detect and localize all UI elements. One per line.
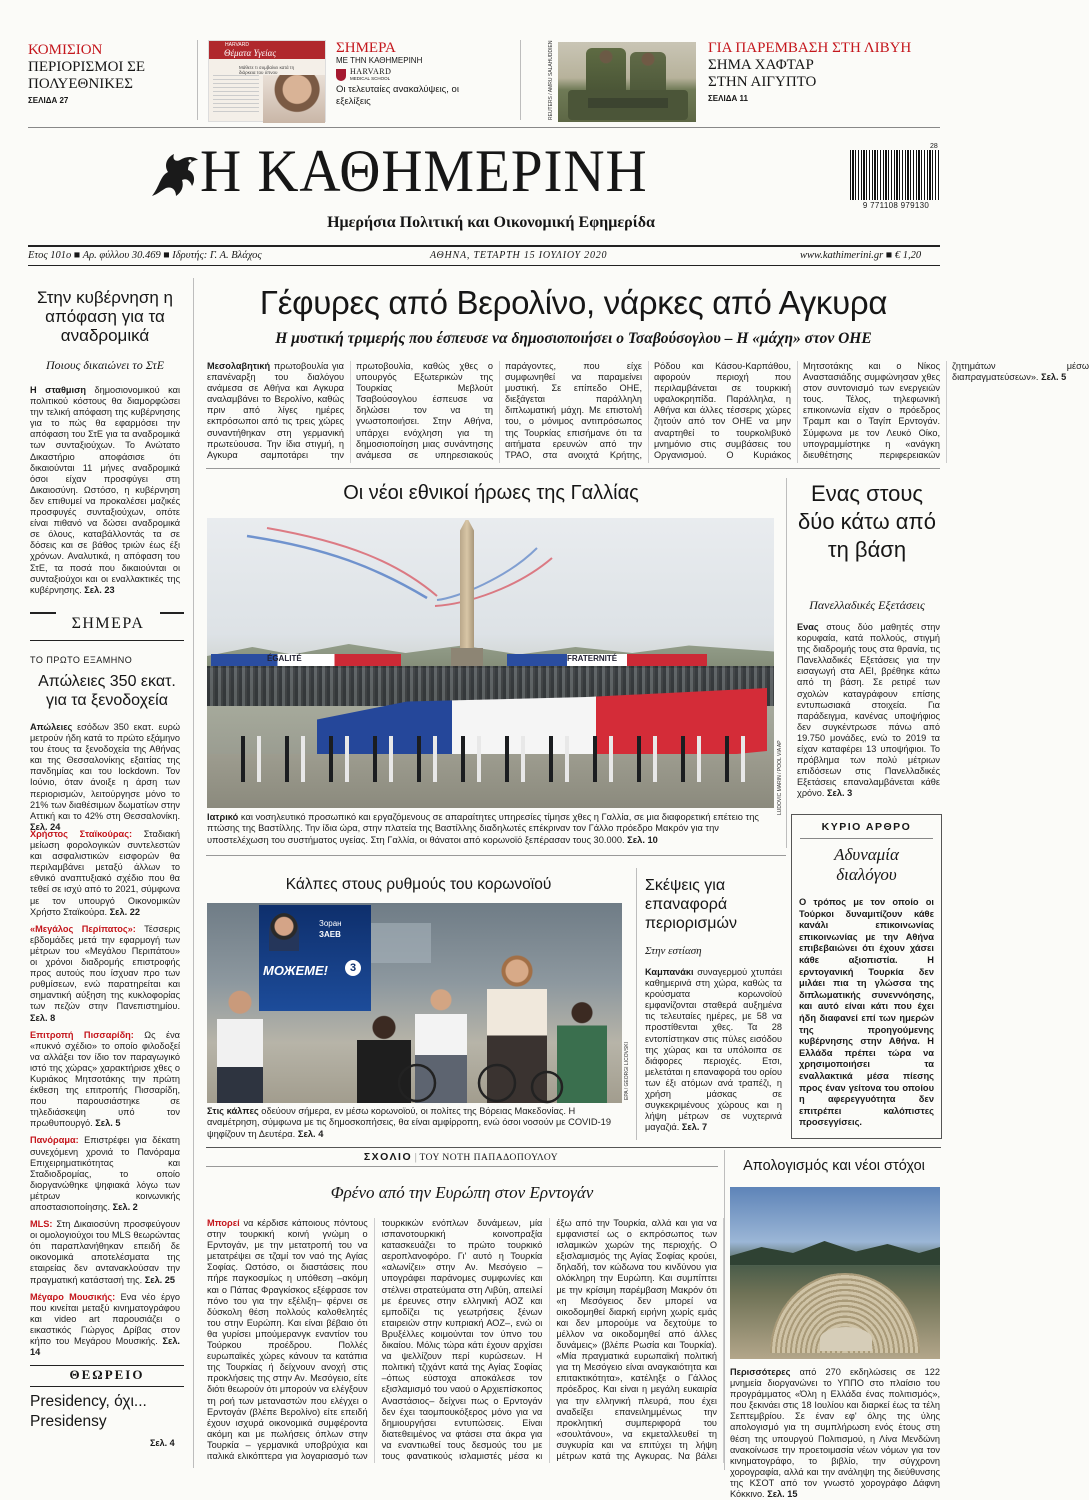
infobar-date: ΑΘΗΝΑ, ΤΕΤΑΡΤΗ 15 ΙΟΥΛΙΟΥ 2020	[430, 250, 608, 261]
brief-text: Στη Δικαιοσύνη προσφεύγουν οι ομολογιούχοι του MLS θεωρώντας ότι παραπλανήθηκαν επειδή δε οικονομικά αποτελέσματα της εταιρείας δεν αντανακλούσαν την πραγματική κατάστασή της.	[30, 1219, 180, 1285]
teaser-right-title: ΣΗΜΑ ΧΑΦΤΑΡ ΣΤΗΝ ΑΙΓΥΠΤΟ	[708, 57, 817, 90]
obelisk	[460, 520, 474, 652]
teaser-middle-text: Οι τελευταίες ανακαλύψεις, οι εξελίξεις	[336, 84, 459, 107]
left-lead-title[interactable]: Στην κυβέρνηση η απόφαση για τα αναδρομικά	[37, 288, 173, 345]
france-caption-lead: Ιατρικό	[207, 812, 239, 822]
barcode	[850, 150, 940, 200]
infobar-left: Ετος 101ο ■ Αρ. φύλλου 30.469 ■ Ιδρυτής: Γ. Α. Βλάχος	[28, 250, 262, 261]
france-caption	[207, 812, 774, 848]
poster-surname: ЗАЕВ	[319, 930, 341, 939]
restrictions-title[interactable]: Σκέψεις για επαναφορά περιορισμών	[645, 877, 737, 932]
brief-ref: Σελ. 8	[30, 1012, 56, 1023]
covid-caption	[207, 1106, 627, 1142]
brief-item[interactable]	[30, 1135, 180, 1213]
teaser-left-title: ΠΕΡΙΟΡΙΣΜΟΙ ΣΕ ΠΟΛΥΕΘΝΙΚΕΣ	[28, 59, 146, 92]
left-lead-text: δημοσιονομικού και πολιτικού κόστους θα διαμορφώσει την τελική απόφαση της κυβέρνησης για το πώς θα εφαρμόσει την απόφαση του ΣτΕ για τα αναδρομικά των συνταξιούχων. Το Ανώτατο Δικαστήριο αποφάσισε ότι δικαιούνται 11 μήνες αναδρομικά όσοι είχαν προσφύγει στη Δικαιοσύνη. Ωστόσο, η κυβέρνηση δεν επιθυμεί να προκαλέσει μαζικές προσφυγές συνταξιούχων, οπότε είναι πιθανό να δώσει αναδρομικά σε όλους, καταβάλλοντάς τα σε δόσεις και σε βάθος τριών έως έξι χρόνων. Αναλυτικά, η απόφαση του ΣτΕ, τα ποσά που δικαιούνται οι συνταξιούχοι και οι εναλλακτικές της κυβέρνησης.	[30, 385, 180, 595]
banner-left	[211, 654, 401, 666]
covid-caption-text: οδεύουν σήμερα, εν μέσω κορωνοϊού, οι πολίτες της Βόρειας Μακεδονίας. Η αναμέτρηση, σύμφωνα με τις δημοσκοπήσεις, θα είναι αμφίρροπη, ενώ όσοι νοσούν με COVID-19 ψηφίζουν τη Δευτέρα.	[207, 1106, 611, 1139]
teaser-left-page: ΣΕΛΙΔΑ 27	[28, 96, 69, 105]
brief-ref: Σελ. 14	[30, 1336, 180, 1358]
covid-caption-lead: Στις κάλπες	[207, 1106, 259, 1116]
brief-text: Επιστρέφει για δέκατη συνεχόμενη χρονιά το Πανόραμα Επιχειρηματικότητας και Σταδιοδρομίας, το οποίο διοργανώθηκε ψηφιακά λόγω των μέτρων κοινωνικής αποστασιοποίησης.	[30, 1135, 180, 1212]
main-body	[207, 361, 1089, 463]
main-lead-word: Μεσολαβητική	[207, 361, 271, 371]
comment-header: ΣΧΟΛΙΟ | ΤΟΥ ΝΟΤΗ ΠΑΠΑΔΟΠΟΥΛΟΥ	[363, 1151, 559, 1163]
brief-item[interactable]	[30, 1292, 180, 1359]
briefs-list	[30, 829, 180, 1357]
exams-subtitle: Πανελλαδικές Εξετάσεις	[809, 598, 925, 612]
libya-photo-credit: REUTERS / AMRU SALAHUDDIEN	[548, 40, 554, 120]
harvard-brand: HARVARD	[350, 67, 392, 76]
hotel-kicker: ΤΟ ΠΡΩΤΟ ΕΞΑΜΗΝΟ	[30, 655, 133, 665]
banner-left-text: ÉGALITÉ	[267, 654, 302, 663]
comment-title[interactable]: Φρένο από την Ευρώπη στον Ερντογάν	[330, 1183, 594, 1202]
teaser-middle-sub: ΜΕ ΤΗΝ ΚΑΘΗΜΕΡΙΝΗ	[336, 56, 423, 65]
teaser-left[interactable]	[28, 42, 193, 122]
restrictions-lead-word: Καμπανάκι	[645, 967, 694, 977]
brief-text: Σταδιακή μείωση φορολογικών συντελεστών και ασφαλιστικών εισφορών θα περιλαμβάνει μεταξύ άλλων το εθνικό αναπτυξιακό σχέδιο που θα τεθεί σε ισχύ από το 2021, σύμφωνα με τον υπουργό Οικονομικών Χρήστο Σταϊκούρα.	[30, 829, 180, 917]
culture-ref: Σελ. 15	[767, 1489, 798, 1500]
brief-text: Τέσσερις εβδομάδες μετά την εφαρμογή των μέτρων του «Μεγάλου Περιπάτου» οι χρόνοι διαδρομής επιστροφής προς αυτούς που ίσχυαν προ των ρυθμίσεων, ενώ παρατηρείται και σημαντική αύξηση της κυκλοφορίας των πεζών στην Πανεπιστημίου.	[30, 923, 180, 1012]
left-lead-subtitle: Ποιους δικαιώνει το ΣτΕ	[45, 358, 165, 372]
magazine-brand: HARVARD	[225, 42, 249, 48]
culture-text: από 270 εκδηλώσεις σε 122 μνημεία διοργανώνει το ΥΠΠΟ στο πλαίσιο του προγράμματος «Όλη η Ελλάδα ένας πολιτισμός», που ξεκινάει στις 18 Ιουλίου και διαρκεί έως τα τέλη Σεπτεμβρίου. Σε έναν εφ' όλης της ύλης απολογισμό για τη συμπλήρωση ενός έτους στη θέση της υπουργού Πολιτισμού, η Λίνα Μενδώνη ανακοίνωσε την προετοιμασία νέων νόμων για τον κινηματογράφο, το βιβλίο, την σύγχρονη χορογραφία, αλλά και την ανάληψη της διεύθυνσης της ΚΣΟΤ από τον γνωστό χορογράφο Δάφνη Κόκκινο.	[730, 1367, 940, 1500]
poster-name: Зоран	[319, 919, 342, 928]
hotel-body	[30, 722, 180, 832]
harvard-shield-icon	[336, 69, 346, 81]
exams-ref: Σελ. 3	[826, 788, 853, 799]
brief-ref: Σελ. 25	[144, 1274, 176, 1285]
restrictions-body	[645, 967, 782, 1131]
barcode-issue: 28	[930, 143, 938, 150]
brief-ref: Σελ. 2	[112, 1202, 138, 1212]
comment-lead-word: Μπορεί	[207, 1218, 240, 1228]
brief-item[interactable]	[30, 1219, 180, 1286]
comment-text: να κέρδισε κάποιους πόντους στην τουρκική κοινή γνώμη ο Ερντογάν, με την μετατροπή του να μετατρέψει σε τζαμί τον ναό της Αγίας Σοφίας. Ωστόσο, οι διαστάσεις που πήρε παγκοσμίως η υπόθεση –ακόμη και ο Πάπας Φραγκίσκος εξέφρασε τον πόνο του για την εξέλιξη– φέρνει σε δύσκολη θέση πολλούς καλοθελητές του στην Ευρώπη. Και είναι βέβαιο ότι θα γυρίσει μπούμερανγκ εναντίον του Τούρκου προέδρου. Πολλές ευρωπαϊκές χώρες κάνουν τα κατάπια της Τουρκίας ή δείχνουν ανοχή στις προκλήσεις της στην Αν. Μεσόγειο, είτε διότι θεωρούν ότι μπορούν να ελέγξουν τη ροή των μεταναστών που ελέγχει ο Ερντογάν (βλέπε Βερολίνο) είτε επειδή έχουν ισχυρά οικονομικά συμφέροντα ακόμη και με πωλήσεις όπλων στην Τουρκία – γερμανικά υποβρύχια και ιταλικά ελικόπτερα για λογαριασμό των τουρκικών ενόπλων δυνάμεων, μία ισπανοτουρκική κοινοπραξία κατασκευάζει το πρώτο τουρκικό αεροπλανοφόρο. Γι' αυτό η Τουρκία «αλωνίζει» στην Αν. Μεσόγειο –υπογράφει παράνομες συμφωνίες και στέλνει στρατεύματα στη Λιβύη, απειλεί με έρευνες στην ελληνική ΑΟΖ και εμποδίζει τις γεωτρήσεις ξένων εταιρειών στην κυπριακή ΑΟΖ–, ενώ οι Βρυξέλλες κοιμούνται τον ύπνο του δικαίου. Μόλις τώρα κάτι έχουν αρχίσει να ψελλίζουν περί κυρώσεων. Η πολιτική τζιχάντ κατά της Αγίας Σοφίας –όπως εύστοχα αποκάλεσε τον εξισλαμισμό του ναού ο Αρχιεπίσκοπος Αναστάσιος– δείχνει πως ο Ερντογάν δεν έχει ταομπουκόξερος μόνο για να δημιουργήσει εντυπώσεις. Είναι διατεθειμένος να φτάσει στα άκρα για να εναντιωθεί τους δεσμούς του με τους φανατικούς ισλαμιστές μέσα κι έξω από την Τουρκία, αλλά και για να εμφανιστεί ως ο εκπρόσωπος των ισλαμικών χωρών της περιοχής. Ο εξισλαμισμός της Αγίας Σοφίας κρούει, δηλαδή, τον κώδωνα του κινδύνου για ολόκληρη την Ευρώπη. Και συμπίπτει με την κρίσιμη παρέμβαση Μακρόν ότι «η Μεσόγειος δεν μπορεί να οικοδομηθεί διαρκή ειρήνη χωρίς εμάς και δεν μπορούμε να δεχτούμε το μέλλον να οικοδομηθεί από άλλες δυνάμεις» (βλέπε Ρωσία και Τουρκία). «Μία πραγματικά ευρωπαϊκή πολιτική για τη Μεσόγειο είναι αναγκαιότητα και επιτακτικότητα», κατέληξε ο Γάλλος πρόεδρος. Και είναι η μεγάλη ευκαιρία για την ελληνική πλευρά, που έχει αναδείξει επανειλημμένως την προκλητική συμπεριφορά του «σουλτάνου», να εκμεταλλευθεί τη συγκυρία και να επιτύχει τη λήψη μέτρων κατά της Αγκυρας. Να βάλει	[207, 1218, 717, 1461]
exams-title[interactable]: Ενας στους δύο κάτω από τη βάση	[798, 481, 936, 562]
restrictions-ref: Σελ. 7	[681, 1122, 708, 1133]
left-lead-body	[30, 385, 180, 599]
culture-photo[interactable]	[730, 1187, 940, 1359]
banner-right-text: FRATERNITÉ	[567, 654, 618, 663]
teaser-right-page: ΣΕΛΙΔΑ 11	[708, 94, 748, 103]
editorial-label: ΚΥΡΙΟ ΑΡΘΡΟ	[821, 821, 912, 833]
teaser-right[interactable]	[708, 40, 938, 122]
brief-lead: «Μεγάλος Περίπατος»:	[30, 923, 136, 934]
brief-lead: Πανόραμα:	[30, 1135, 79, 1146]
culture-lead-word: Περισσότερες	[730, 1367, 791, 1377]
editorial-box[interactable]	[791, 814, 942, 1139]
france-photo[interactable]	[207, 518, 774, 808]
editorial-title: Αδυναμία διαλόγου	[834, 845, 899, 884]
brief-ref: Σελ. 22	[109, 906, 140, 917]
covid-caption-ref: Σελ. 4	[297, 1128, 324, 1139]
teaser-middle-kicker: ΣΗΜΕΡΑ	[336, 40, 396, 56]
left-lead-ref: Σελ. 23	[84, 584, 115, 595]
libya-photo[interactable]	[558, 42, 696, 122]
brief-ref: Σελ. 5	[95, 1118, 121, 1129]
france-caption-text: και νοσηλευτικό προσωπικό και εργαζόμενους σε απαραίτητες υπηρεσίες τίμησε χθες η Γαλλία, σε μια διαφορετική επέτειο της πτώσης της Βαστίλλης. Την ίδια ώρα, στην πλατεία της Βαστίλλης διαδηλωτές επέκριναν τον Γάλλο πρόεδρο Μακρόν για την υποστελέχωση του συστήματος υγείας. Στη Γαλλία, οι θάνατοι από κορωνοϊό ξεπέρασαν τους 30.000.	[207, 812, 759, 845]
covid-photo-credit: EPA / GEORGI LICOVSKI	[624, 1042, 630, 1100]
masthead-title[interactable]: Η ΚΑΘΗΜΕΡΙΝΗ	[200, 138, 648, 204]
infobar-right[interactable]: www.kathimerini.gr ■ € 1,20	[800, 250, 922, 261]
brief-item[interactable]	[30, 829, 180, 918]
masthead-subtitle: Ημερήσια Πολιτική και Οικονομική Εφημερίδα	[327, 214, 655, 231]
restrictions-text: συναγερμού χτυπάει καθημερινά στη χώρα, καθώς τα κρούσματα κορωνοϊού εμφανίζονται σταθερά αυξημένα τις τελευταίες ημέρες, με 58 να προστίθενται χθες. Τα 28 εντοπίστηκαν στις πύλες εισόδου της χώρας και τα υπόλοιπα σε διάφορες περιοχές. Ετσι, μελετάται η επαναφορά του ορίου των έξι ατόμων ανά τραπέζι, η χρήση μάσκας σε συγκεκριμένους χώρους και η λήψη μέτρων σε νυχτερινά μαγαζιά.	[645, 967, 782, 1133]
teaser-middle[interactable]	[336, 40, 506, 122]
main-text: πρωτοβουλία για επανέναρξη του διαλόγου ανάμεσα σε Αθήνα και Αγκυρα αναλαμβάνει το Βερολίνο, καθώς πριν από λίγες ημέρες εκπρόσωποι από τις τρεις χώρες συναντήθηκαν στη γερμανική πρωτεύουσα. Την ίδια στιγμή, η Αγκυρα σαμποτάρει την πρωτοβουλία, καθώς χθες ο υπουργός Εξωτερικών της Τουρκίας Μεβλούτ Τσαβούσογλου έσπευσε να δηλώσει τον να τη γνωστοποιήσει. Στην Αθήνα, υπάρχει ενόχληση για τη δημοσιοποίηση μιας συνάντησης ανάμεσα σε υπηρεσιακούς παράγοντες, που είχε συμφωνηθεί να παραμείνει μυστική. Σε επίπεδο ΟΗΕ, διεξάγεται παράλληλη διπλωματική μάχη. Με επιστολή του, ο μόνιμος αντιπρόσωπος της Τουρκίας επισήμανε ότι τα αιτήματα ερευνών από την ΤΡΑΟ, στα ανοιχτά Κρήτης, Ρόδου και Κάσου-Καρπάθου, αφορούν περιοχή που περιλαμβάνεται σε τουρκική υφαλοκρηπίδα. Παράλληλα, η Αθήνα και άλλες τέσσερις χώρες ζητούν από τον ΟΗΕ να μην αναρτηθεί το τουρκολιβυκό μνημόνιο στις συμβάσεις του Οργανισμού. Ο Κυριάκος Μητσοτάκης και ο Νίκος Αναστασιάδης συμφώνησαν χθες στον συντονισμό των ενεργειών τους. Τέλος, τηλεφωνική επικοινωνία είχαν ο πρόεδρος Τραμπ και ο Ταγίπ Ερντογάν. Σύμφωνα με τον Λευκό Οίκο, υπογραμμίστηκε η «ανάγκη διευθέτησης περιφερειακών ζητημάτων μέσω διαπραγματεύσεων».	[207, 361, 1089, 460]
covid-photo[interactable]	[207, 903, 622, 1103]
france-photo-credit: LUDOVIC MARIN / POOL VIA AP	[777, 740, 783, 815]
france-caption-ref: Σελ. 10	[627, 834, 658, 845]
main-headline[interactable]: Γέφυρες από Βερολίνο, νάρκες από Αγκυρα	[259, 284, 888, 321]
brief-item[interactable]	[30, 1030, 180, 1130]
left-lead-word: Η σταθμιση	[30, 385, 86, 395]
brief-lead: Επιτροπή Πισσαρίδη:	[30, 1029, 134, 1040]
harvard-magazine-cover[interactable]	[208, 40, 326, 122]
magazine-title: Θέματα Υγείας	[224, 48, 277, 58]
exams-body	[797, 622, 940, 799]
comment-author: ΤΟΥ ΝΟΤΗ ΠΑΠΑΔΟΠΟΥΛΟΥ	[419, 1153, 559, 1163]
teaser-right-kicker: ΓΙΑ ΠΑΡΕΜΒΑΣΗ ΣΤΗ ΛΙΒΥΗ	[708, 40, 912, 56]
today-label: ΣΗΜΕΡΑ	[71, 615, 145, 632]
main-subhead: Η μυστική τριμερής που έσπευσε να δημοσιοποιήσει ο Τσαβούσογλου – Η «μάχη» στον ΟΗΕ	[275, 330, 872, 347]
culture-title[interactable]: Απολογισμός και νέοι στόχοι	[743, 1158, 925, 1174]
covid-title[interactable]: Κάλπες στους ρυθμούς του κορωνοϊού	[285, 876, 552, 893]
theory-ref: Σελ. 4	[150, 1438, 175, 1448]
teaser-left-kicker: ΚΟΜΙΣΙΟΝ	[28, 42, 103, 58]
magazine-coverline: Μάθετε τι συμβαίνει κατά τη διάρκεια του ύπνου	[239, 65, 295, 75]
comment-body	[207, 1218, 717, 1463]
brief-lead: MLS:	[30, 1219, 53, 1230]
brief-text: Ενα νέο έργο που κινείται μεταξύ κινηματογράφου και video art παρουσιάζει ο εικαστικός Γιώργος Δρίβας στον κήπο του Μεγάρου Μουσικής.	[30, 1291, 180, 1347]
election-poster	[259, 905, 371, 1011]
culture-body	[730, 1367, 940, 1500]
theory-label: ΘΕΩΡΕΙΟ	[69, 1367, 145, 1382]
brief-lead: Χρήστος Σταϊκούρας:	[30, 829, 133, 839]
harvard-brand-sub: MEDICAL SCHOOL	[350, 76, 391, 81]
hotel-text: εσόδων 350 εκατ. ευρώ μετρούν ήδη κατά το πρώτο εξάμηνο του έτους τα ξενοδοχεία της Αθήνας και της Θεσσαλονίκης εξαιτίας της πανδημίας και του lockdown. Τον Ιούνιο, όταν άνοιξε η άρση των περιορισμών, λειτούργησε μόνο το 21% των διαθέσιμων δωματίων στην Αττική και το 42% στη Θεσσαλονίκη.	[30, 722, 180, 821]
poster-number: 3	[345, 960, 361, 976]
poster-slogan: МОЖЕМЕ!	[263, 963, 328, 978]
hotel-ref: Σελ. 24	[30, 821, 61, 832]
france-title[interactable]: Οι νέοι εθνικοί ήρωες της Γαλλίας	[343, 482, 639, 504]
griffin-logo-icon	[146, 146, 202, 202]
brief-lead: Μέγαρο Μουσικής:	[30, 1291, 116, 1302]
brief-item[interactable]	[30, 924, 180, 1024]
hotel-title[interactable]: Απώλειες 350 εκατ. για τα ξενοδοχεία	[38, 673, 176, 709]
restrictions-subtitle: Στην εστίαση	[645, 945, 702, 957]
theory-title[interactable]: Presidency, όχι... Presidensy	[30, 1393, 147, 1430]
brief-text: Ως ένα «πυκνό σχέδιο» το οποίο φιλοδοξεί να αλλάξει τον ίδιο τον παραγωγικό ιστό της χώρας» χαρακτήρισε χθες ο Κυριάκος Μητσοτάκης την πρώτη έκθεση της επιτροπής Πισσαρίδη, που παρουσιάστηκε σε τηλεδιάσκεψη υπό τον πρωθυπουργό.	[30, 1029, 180, 1129]
magazine-cover-photo	[263, 75, 325, 123]
barcode-digits: 9 771108 979130	[862, 201, 930, 210]
comment-label: ΣΧΟΛΙΟ	[363, 1151, 413, 1163]
editorial-body: Ο τρόπος με τον οποίο οι Τούρκοι δυναμιτίζουν κάθε κανάλι επικοινωνίας επικοινωνίας με την Αθήνα επιβεβαιώνει ότι έχουν χάσει κάθε αξιοπιστία. Η ερντογανική Τουρκία δεν μιλάει πια τη γλώσσα της διπλωματικής συνεννόησης, και αυτό είναι κάτι που έχει ήδη διαφανεί επί των ημερών της προηγούμενης κυβέρνησης στην Αθήνα. Η Ελλάδα πρέπει τώρα να χρησιμοποιήσει τα εναλλακτικά μέσα πίεσης προς έναν γείτονα του οποίου η αφερεγγυότητα δεν επιτρέπει καλόπιστες προσεγγίσεις.	[799, 897, 934, 1128]
exams-lead-word: Ενας	[797, 622, 819, 632]
main-ref: Σελ. 5	[1041, 372, 1067, 383]
hotel-lead-word: Απώλειες	[30, 722, 73, 732]
exams-text: στους δύο μαθητές στην κορυφαία, κατά πολλούς, στιγμή της διαδρομής τους στα θρανία, τις Πανελλαδικές Εξετάσεις για την εισαγωγή στα ΑΕΙ, βρέθηκε κάτω από τη βάση. Σε ρετιρέ των σχολών καταγράφουν επίσης εντυπωσιακά στοιχεία. Για παράδειγμα, κανένας υποψήφιος δεν συγκέντρωσε πάνω από 19.750 μονάδες, ενώ το 2019 τα είχαν καταφέρει 13 υποψήφιοι. Το πρόβλημα των πολύ μέτριων επιδόσεων στις Πανελλαδικές Εξετάσεις επαναλαμβάνεται κάθε χρόνο.	[797, 622, 940, 799]
